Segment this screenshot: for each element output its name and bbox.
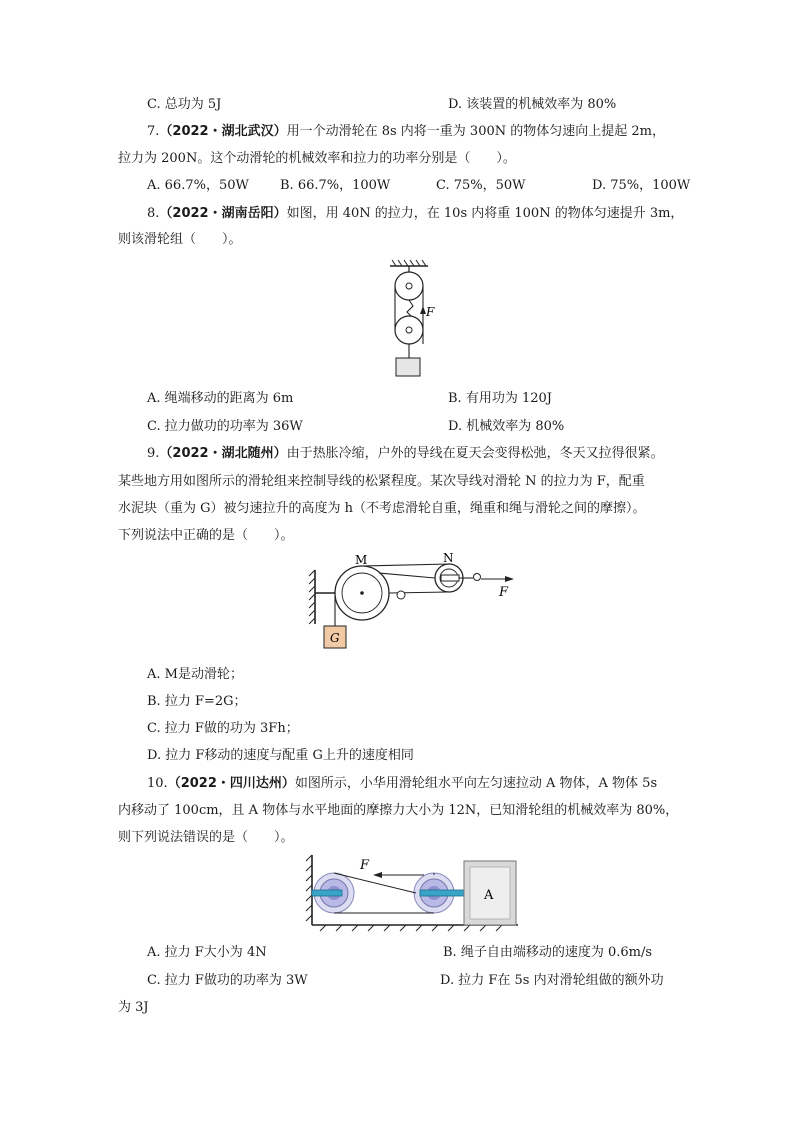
q10-label-a: A <box>484 888 494 903</box>
q10-stem-line-3: 则下列说法错误的是（ ）。 <box>118 830 294 845</box>
q9-pulley-figure <box>305 552 525 652</box>
q9-option-d: D. 拉力 F移动的速度与配重 G上升的速度相同 <box>147 748 414 763</box>
q10-number: 10. <box>147 776 168 791</box>
q7-stem-line-1 <box>147 123 665 141</box>
q8-stem-line-2: 则该滑轮组（ ）。 <box>118 232 242 247</box>
q9-stem-line-3: 水泥块（重为 G）被匀速拉升的高度为 h（不考虑滑轮自重，绳重和绳与滑轮之间的摩擦）。 <box>118 501 646 516</box>
q9-number: 9. <box>147 446 160 461</box>
q10-source: （2022・四川达州） <box>167 776 295 791</box>
q7-option-c: C. 75%，50W <box>436 178 526 193</box>
q10-pull-arrow <box>373 872 424 878</box>
q10-label-f: F <box>360 858 370 873</box>
q8-number: 8. <box>147 206 160 221</box>
label-g: G <box>330 631 340 645</box>
q10-option-d-line-1: D. 拉力 F在 5s 内对滑轮组做的额外功 <box>440 973 664 988</box>
q10-option-c: C. 拉力 F做功的功率为 3W <box>147 973 308 988</box>
q6-option-d: D. 该装置的机械效率为 80% <box>448 97 617 112</box>
q9-text-1: 由于热胀冷缩，户外的导线在夏天会变得松弛，冬天又拉得很紧。 <box>286 446 664 461</box>
wire-hook <box>474 574 481 581</box>
q8-text-1: 如图，用 40N 的拉力，在 10s 内将重 100N 的物体匀速提升 3m， <box>286 206 684 221</box>
q8-option-b: B. 有用功为 120J <box>448 391 552 406</box>
movable-pulley-right <box>414 873 470 913</box>
q9-option-c: C. 拉力 F做的功为 3Fh； <box>147 721 299 736</box>
q9-stem-line-1 <box>147 445 664 463</box>
rope-hook <box>397 591 405 599</box>
label-m: M <box>355 553 368 567</box>
wall <box>309 570 315 624</box>
q10-option-a: A. 拉力 F大小为 4N <box>147 945 267 960</box>
q7-text-1: 用一个动滑轮在 8s 内将一重为 300N 的物体匀速向上提起 2m， <box>286 124 665 139</box>
q8-option-c: C. 拉力做功的功率为 36W <box>147 419 303 434</box>
label-f: F <box>499 585 509 600</box>
q10-option-b: B. 绳子自由端移动的速度为 0.6m/s <box>443 945 653 960</box>
label-n: N <box>443 551 454 565</box>
q8-pulley-figure <box>380 258 440 380</box>
q7-option-b: B. 66.7%，100W <box>280 178 391 193</box>
q9-stem-line-2: 某些地方用如图所示的滑轮组来控制导线的松紧程度。某次导线对滑轮 N 的拉力为 F，配重 <box>118 474 645 489</box>
q8-figure-label-f: F <box>426 305 435 319</box>
load-block <box>396 358 420 376</box>
q9-stem-line-4: 下列说法中正确的是（ ）。 <box>118 528 294 543</box>
q10-stem-line-1 <box>147 775 657 793</box>
q8-option-a: A. 绳端移动的距离为 6m <box>147 391 294 406</box>
q7-source: （2022・湖北武汉） <box>159 124 287 139</box>
q7-option-d: D. 75%，100W <box>592 178 691 193</box>
pulley-n-frame <box>441 575 459 581</box>
q6-option-c: C. 总功为 5J <box>147 97 222 112</box>
q10-stem-line-2: 内移动了 100cm，且 A 物体与水平地面的摩擦力大小为 12N，已知滑轮组的机械效率为 80%， <box>118 803 679 818</box>
q9-option-a: A. M是动滑轮； <box>147 667 243 682</box>
q10-option-d-line-2: 为 3J <box>118 1000 149 1015</box>
q8-stem-line-1 <box>147 205 683 223</box>
q8-option-d: D. 机械效率为 80% <box>448 419 565 434</box>
q9-pull-arrow <box>481 576 514 582</box>
q10-text-1: 如图所示，小华用滑轮组水平向左匀速拉动 A 物体，A 物体 5s <box>294 776 658 791</box>
ceiling-hatch <box>390 260 428 266</box>
fixed-pulley-left <box>312 873 354 913</box>
q7-number: 7. <box>147 124 160 139</box>
q8-source: （2022・湖南岳阳） <box>159 206 287 221</box>
q7-stem-line-2: 拉力为 200N。这个动滑轮的机械效率和拉力的功率分别是（ ）。 <box>118 151 516 166</box>
q9-source: （2022・湖北随州） <box>159 446 287 461</box>
q7-option-a: A. 66.7%，50W <box>147 178 249 193</box>
q9-option-b: B. 拉力 F=2G； <box>147 694 247 709</box>
q10-pulley-figure <box>306 853 526 931</box>
